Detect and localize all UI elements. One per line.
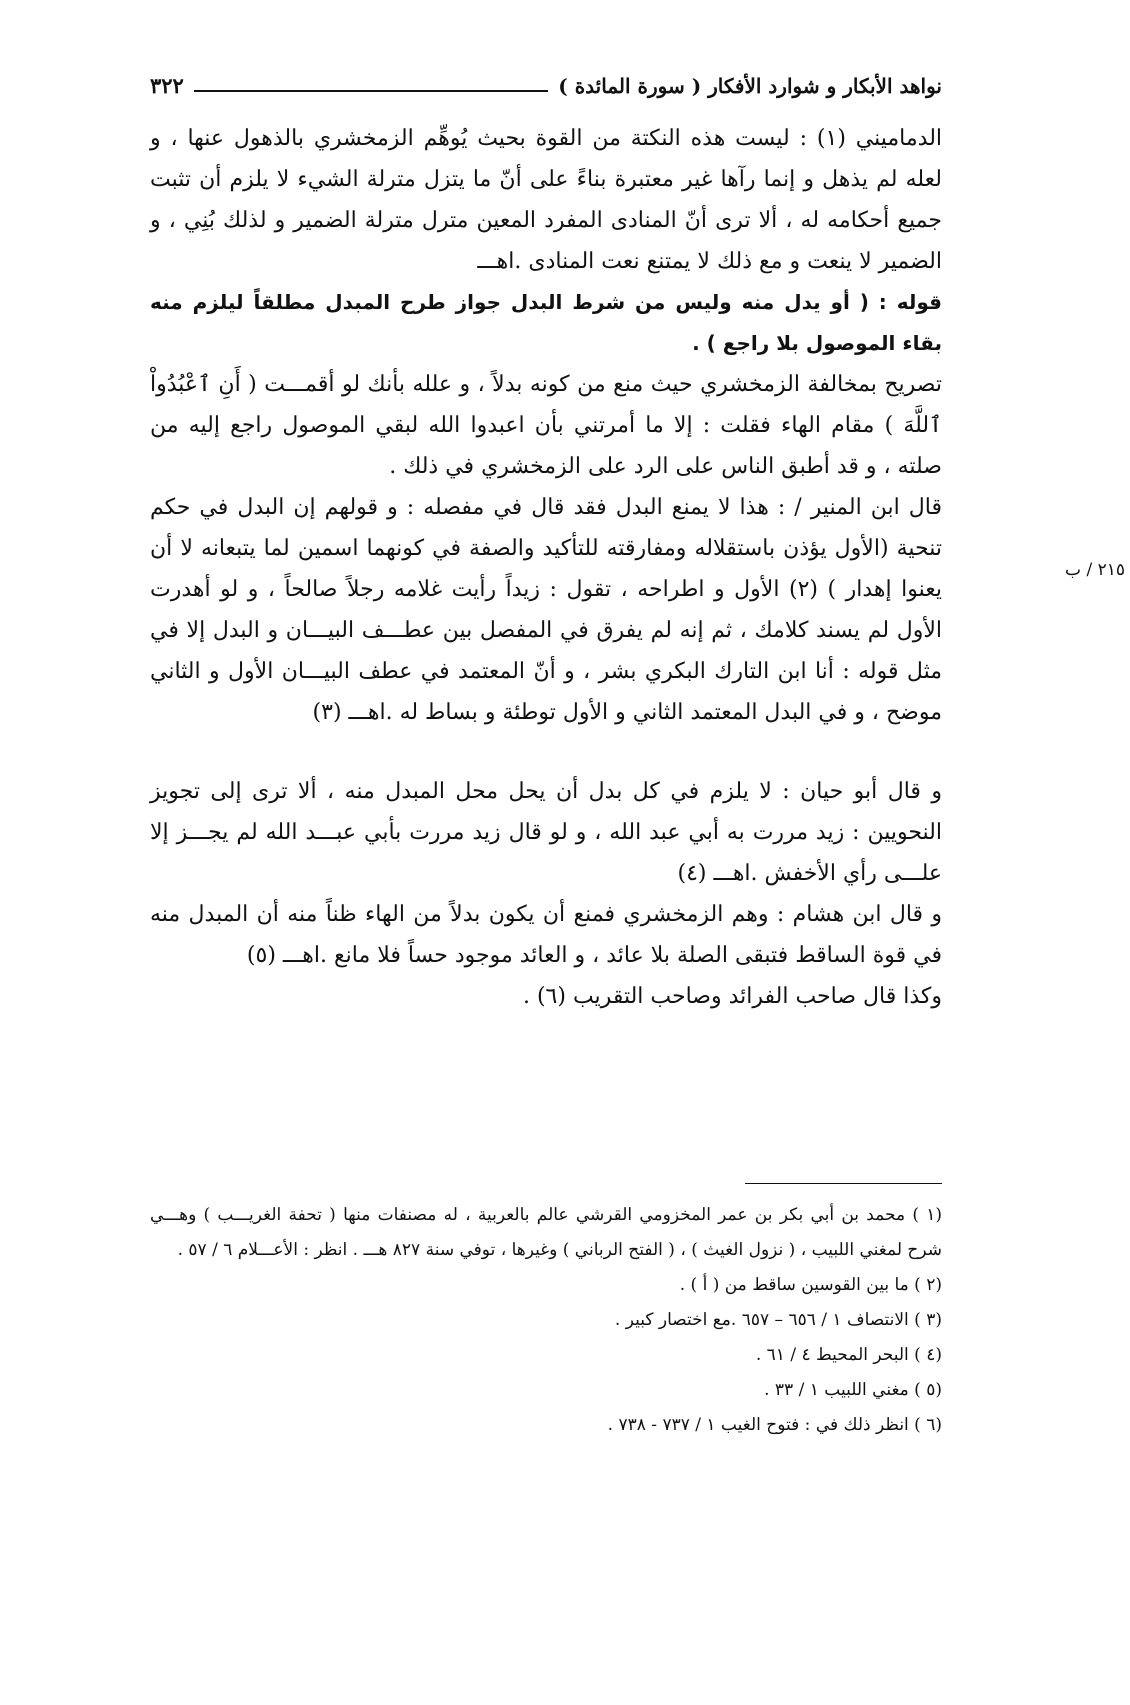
footnote-2: (٢ ) ما بين القوسين ساقط من ( أ ) . bbox=[679, 1275, 942, 1295]
running-header bbox=[150, 62, 942, 98]
header-rule bbox=[194, 90, 548, 92]
footnote-5: (٥ ) مغني اللبيب ١ / ٣٣ . bbox=[764, 1380, 942, 1400]
main-text bbox=[150, 118, 942, 1017]
paragraph-6: و قال ابن هشام : وهم الزمخشري فمنع أن يكون بدلاً من الهاء ظناً منه أن المبدل منه في قوة الساقط فتبقى الصلة بلا عائد ، و العائد موجود حساً فلا مانع .اهـــ (٥) bbox=[150, 902, 942, 968]
footnote-3: (٣ ) الانتصاف ١ / ٦٥٦ – ٦٥٧ .مع اختصار كبير . bbox=[614, 1310, 942, 1330]
paragraph-5: و قال أبو حيان : لا يلزم في كل بدل أن يحل محل المبدل منه ، ألا ترى إلى تجويز النحويين : زيد مررت به أبي عبد الله ، و لو قال زيد مررت بأبي عبـــد الله لم يجـــز إلا علـــى رأي الأخفش .اهـــ (٤) bbox=[150, 779, 942, 886]
paragraph-2-quote: قوله : ( أو يدل منه وليس من شرط البدل جواز طرح المبدل مطلقاً ليلزم منه بقاء الموصول بلا راجع ) . bbox=[150, 290, 942, 355]
paragraph-7: وكذا قال صاحب الفرائد وصاحب التقريب (٦) . bbox=[522, 984, 942, 1009]
running-title: نواهد الأبكار و شوارد الأفكار ( سورة المائدة ) bbox=[558, 74, 942, 98]
paragraph-gap bbox=[150, 733, 942, 771]
footnote-4: (٤ ) البحر المحيط ٤ / ٦١ . bbox=[755, 1345, 942, 1365]
paragraph-1: الدماميني (١) : ليست هذه النكتة من القوة بحيث يُوهِّم الزمخشري بالذهول عنها ، و لعله لم يذهل و إنما رآها غير معتبرة بناءً على أنّ ما يتزل مترلة الشيء لا يلزم أن تثبت جميع أحكامه له ، ألا ترى أنّ المنادى المفرد المعين مترل مترلة الضمير و لذلك بُنِي ، و الضمير لا ينعت و مع ذلك لا يمتنع نعت المنادى .اهـــ bbox=[150, 126, 943, 274]
page-number: ٣٢٢ bbox=[150, 73, 184, 98]
footnotes bbox=[150, 1198, 942, 1443]
footnote-6: (٦ ) انظر ذلك في : فتوح الغيب ١ / ٧٣٧ - ٧٣٨ . bbox=[607, 1415, 942, 1435]
footnote-1: (١ ) محمد بن أبي بكر بن عمر المخزومي القرشي عالم بالعربية ، له مصنفات منها ( تحفة الغريـــب ) وهـــي شرح لمغني اللبيب ، ( نزول الغيث ) ، ( الفتح الرباني ) وغيرها ، توفي سنة ٨٢٧ هـــ . انظر : الأعـــلام ٦ / ٥٧ . bbox=[150, 1205, 942, 1260]
paragraph-4: قال ابن المنير / : هذا لا يمنع البدل فقد قال في مفصله : و قولهم إن البدل في حكم تنحية (الأول يؤذن باستقلاله ومفارقته للتأكيد والصفة في كونهما اسمين لما يتبعانه لا أن يعنوا إهدار ) (٢) الأول و اطراحه ، تقول : زيداً رأيت غلامه رجلاً صالحاً ، و لو أهدرت الأول لم يسند كلامك ، ثم إنه لم يفرق في المفصل بين عطـــف البيـــان و البدل إلا في مثل قوله : أنا ابن التارك البكري بشر ، و أنّ المعتمد في عطف البيـــان الأول و الثاني موضح ، و في البدل المعتمد الثاني و الأول توطئة و بساط له .اهـــ (٣) bbox=[150, 495, 942, 725]
paragraph-3: تصريح بمخالفة الزمخشري حيث منع من كونه بدلاً ، و علله بأنك لو أقمـــت ( أَنِ ٱعْبُدُواْ ٱللَّهَ ) مقام الهاء فقلت : إلا ما أمرتني بأن اعبدوا الله لبقي الموصول راجع إليه من صلته ، و قد أطبق الناس على الرد على الزمخشري في ذلك . bbox=[150, 372, 942, 479]
footnote-rule bbox=[745, 1183, 942, 1184]
margin-folio-note: ٢١٥ / ب bbox=[1065, 560, 1125, 580]
